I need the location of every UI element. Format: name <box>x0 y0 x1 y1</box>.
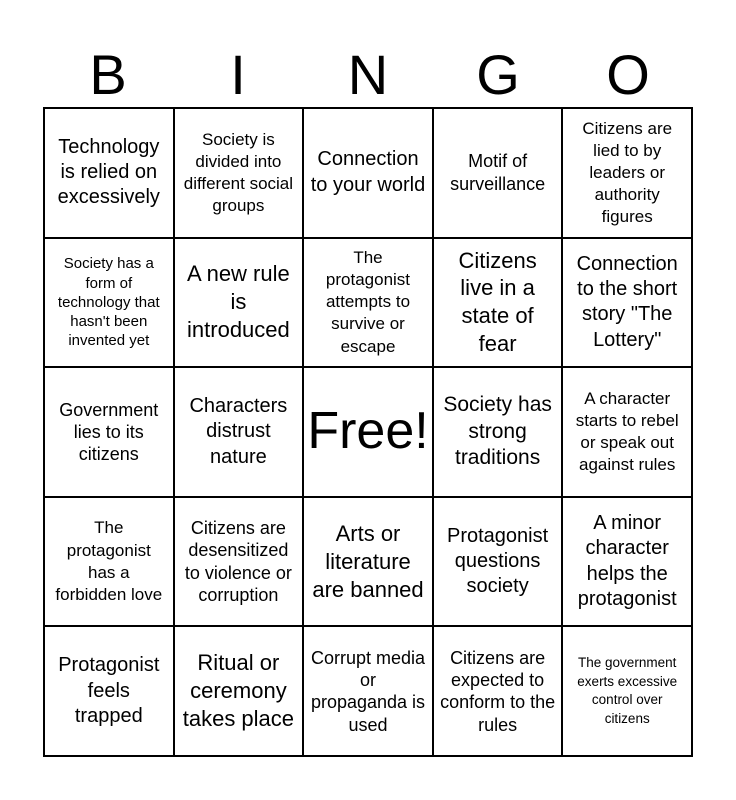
bingo-cell-text: Citizens are lied to by leaders or authority figures <box>582 118 673 226</box>
bingo-cell-text: Technology is relied on excessively <box>57 135 160 209</box>
bingo-board <box>43 107 693 757</box>
bingo-cell[interactable] <box>562 367 692 497</box>
bingo-cell-text: The protagonist has a forbidden love <box>55 518 163 604</box>
bingo-cell-text: Characters distrust nature <box>189 394 288 468</box>
bingo-cell-text: Connection to your world <box>310 148 426 196</box>
bingo-cell[interactable] <box>44 367 174 497</box>
bingo-cell[interactable] <box>433 108 563 238</box>
bingo-cell[interactable] <box>433 367 563 497</box>
bingo-cell-text: Free! <box>307 402 429 461</box>
bingo-cell-text: The protagonist attempts to survive or escape <box>325 248 411 356</box>
header-letter-i: I <box>230 43 246 106</box>
bingo-cell-text: A new rule is introduced <box>187 261 290 343</box>
bingo-cell-text: Citizens live in a state of fear <box>458 247 537 357</box>
bingo-cell-text: Society has a form of technology that hasn't been invented yet <box>57 255 160 350</box>
bingo-cell[interactable] <box>433 238 563 368</box>
bingo-cell[interactable] <box>562 238 692 368</box>
bingo-cell[interactable] <box>303 108 433 238</box>
bingo-cell[interactable] <box>174 626 304 756</box>
bingo-cell[interactable] <box>174 108 304 238</box>
bingo-cell-text: A minor character helps the protagonist <box>577 511 677 610</box>
header-letter-b: B <box>89 43 127 106</box>
bingo-cell-text: The government exerts excessive control over citizens <box>577 654 678 726</box>
bingo-cell[interactable] <box>562 497 692 627</box>
bingo-cell-text: Motif of surveillance <box>450 151 546 194</box>
bingo-cell[interactable] <box>44 626 174 756</box>
bingo-cell-text: Arts or literature are banned <box>312 520 424 602</box>
bingo-cell-text: Protagonist feels trapped <box>58 654 160 727</box>
header-letter-n: N <box>347 43 389 106</box>
bingo-cell[interactable] <box>303 626 433 756</box>
bingo-cell[interactable] <box>433 626 563 756</box>
bingo-header <box>43 44 693 106</box>
header-letter-g: G <box>476 43 520 106</box>
bingo-cell[interactable] <box>562 108 692 238</box>
bingo-cell-text: Ritual or ceremony takes place <box>182 650 295 732</box>
header-letter-o: O <box>606 43 650 106</box>
bingo-cell-text: Government lies to its citizens <box>59 399 159 465</box>
free-space-cell[interactable] <box>303 367 433 497</box>
bingo-cell-text: Society has strong traditions <box>443 392 552 470</box>
bingo-cell-text: Corrupt media or propaganda is used <box>310 647 426 735</box>
bingo-cell[interactable] <box>44 238 174 368</box>
bingo-cell[interactable] <box>174 497 304 627</box>
bingo-cell[interactable] <box>303 497 433 627</box>
bingo-cell[interactable] <box>433 497 563 627</box>
bingo-cell[interactable] <box>44 108 174 238</box>
bingo-cell[interactable] <box>562 626 692 756</box>
bingo-cell[interactable] <box>303 238 433 368</box>
bingo-cell-text: Society is divided into different social groups <box>183 129 294 215</box>
bingo-cell-text: Connection to the short story "The Lottery" <box>576 252 678 351</box>
bingo-cell[interactable] <box>44 497 174 627</box>
bingo-cell-text: Citizens are desensitized to violence or corruption <box>184 517 292 605</box>
bingo-cell-text: Protagonist questions society <box>447 524 549 598</box>
bingo-cell-text: A character starts to rebel or speak out against rules <box>575 388 679 475</box>
bingo-cell[interactable] <box>174 367 304 497</box>
bingo-cell[interactable] <box>174 238 304 368</box>
bingo-cell-text: Citizens are expected to conform to the rules <box>440 647 556 735</box>
